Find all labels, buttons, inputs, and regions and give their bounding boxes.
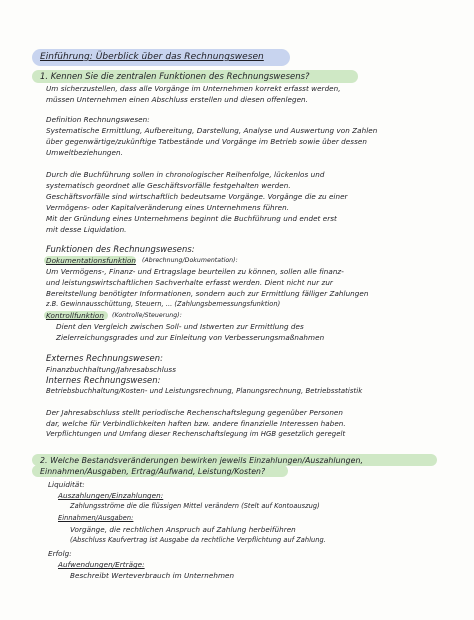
definition-line: Umweltbeziehungen. <box>46 148 123 157</box>
section1-line: müssen Unternehmen einen Abschluss erstellen und diesen offenlegen. <box>46 95 309 104</box>
doku-line: Bereitstellung benötigter Informationen, sondern auch zur Ermittlung fälliger Zahlungen <box>46 289 369 298</box>
aufwendungen-label: Aufwendungen/Erträge: <box>58 560 145 569</box>
doku-line: z.B. Gewinnausschüttung, Steuern, ... (Zahlungsbemessungsfunktion) <box>46 300 281 308</box>
kontroll-label: Kontrollfunktion <box>46 311 104 320</box>
section2-title: Einnahmen/Ausgaben, Ertrag/Aufwand, Leistung/Kosten? <box>40 467 266 476</box>
definition-line: Systematische Ermittlung, Aufbereitung, Darstellung, Analyse und Auswertung von Zahlen <box>46 126 378 135</box>
extern-title: Externes Rechnungswesen: <box>46 353 163 363</box>
einnahmen-line: (Abschluss Kaufvertrag ist Ausgabe da rechtliche Verpflichtung auf Zahlung. <box>70 536 326 544</box>
jahresabschluss-line: Der Jahresabschluss stellt periodische Rechenschaftslegung gegenüber Personen <box>46 408 344 417</box>
jahresabschluss-line: Verpflichtungen und Umfang dieser Rechenschaftslegung im HGB gesetzlich geregelt <box>46 430 346 438</box>
doku-label: Dokumentationsfunktion <box>46 256 137 265</box>
buchfuehrung-line: systematisch geordnet alle Geschäftsvorfälle festgehalten werden. <box>46 181 291 190</box>
definition-line: über gegenwärtige/zukünftige Tatbestände und Vorgänge im Betrieb sowie über dessen <box>46 137 367 146</box>
intern-line: Betriebsbuchhaltung/Kosten- und Leistungsrechnung, Planungsrechnung, Betriebsstatistik <box>46 387 363 395</box>
auszahlungen-label: Auszahlungen/Einzahlungen: <box>58 491 164 500</box>
extern-line: Finanzbuchhaltung/Jahresabschluss <box>46 365 177 374</box>
kontroll-line: Dient den Vergleich zwischen Soll- und Istwerten zur Ermittlung des <box>56 322 304 331</box>
section2-title: 2. Welche Bestandsveränderungen bewirken jeweils Einzahlungen/Auszahlungen, <box>40 456 363 465</box>
section1-line: Um sicherzustellen, dass alle Vorgänge im Unternehmen korrekt erfasst werden, <box>46 84 341 93</box>
funktionen-title: Funktionen des Rechnungswesens: <box>46 244 195 254</box>
buchfuehrung-line: Mit der Gründung eines Unternehmens beginnt die Buchführung und endet erst <box>46 214 337 223</box>
doku-line: und leistungswirtschaftlichen Sachverhalte erfasst werden. Dient nicht nur zur <box>46 278 333 287</box>
buchfuehrung-line: Vermögens- oder Kapitalveränderung eines Unternehmens führen. <box>46 203 290 212</box>
page-heading: Einführung: Überblick über das Rechnungswesen <box>40 52 264 62</box>
einnahmen-line: Vorgänge, die rechtlichen Anspruch auf Zahlung herbeiführen <box>70 525 296 534</box>
buchfuehrung-line: Durch die Buchführung sollen in chronologischer Reihenfolge, lückenlos und <box>46 170 325 179</box>
jahresabschluss-line: dar, welche für Verbindlichkeiten haften bzw. andere finanzielle Interessen haben. <box>46 419 346 428</box>
definition-title: Definition Rechnungswesen: <box>46 115 150 124</box>
buchfuehrung-line: mit desse Liquidation. <box>46 225 127 234</box>
section1-title: 1. Kennen Sie die zentralen Funktionen des Rechnungswesens? <box>40 71 310 81</box>
auszahlungen-text: Zahlungsströme die die flüssigen Mittel verändern (Stelt auf Kontoauszug) <box>70 502 320 510</box>
kontroll-note: (Kontrolle/Steuerung): <box>112 312 182 319</box>
einnahmen-label: Einnahmen/Ausgaben: <box>58 514 134 522</box>
aufwendungen-text: Beschreibt Werteverbrauch im Unternehmen <box>70 571 235 580</box>
liquiditaet-label: Liquidität: <box>48 480 85 489</box>
intern-title: Internes Rechnungswesen: <box>46 375 161 385</box>
kontroll-line: Zielerreichungsgrades und zur Einleitung von Verbesserungsmaßnahmen <box>56 333 325 342</box>
doku-note: (Abrechnung/Dokumentation): <box>142 257 238 264</box>
buchfuehrung-line: Geschäftsvorfälle sind wirtschaftlich bedeutsame Vorgänge. Vorgänge die zu einer <box>46 192 348 201</box>
doku-line: Um Vermögens-, Finanz- und Ertragslage beurteilen zu können, sollen alle finanz- <box>46 267 344 276</box>
erfolg-label: Erfolg: <box>48 549 72 558</box>
